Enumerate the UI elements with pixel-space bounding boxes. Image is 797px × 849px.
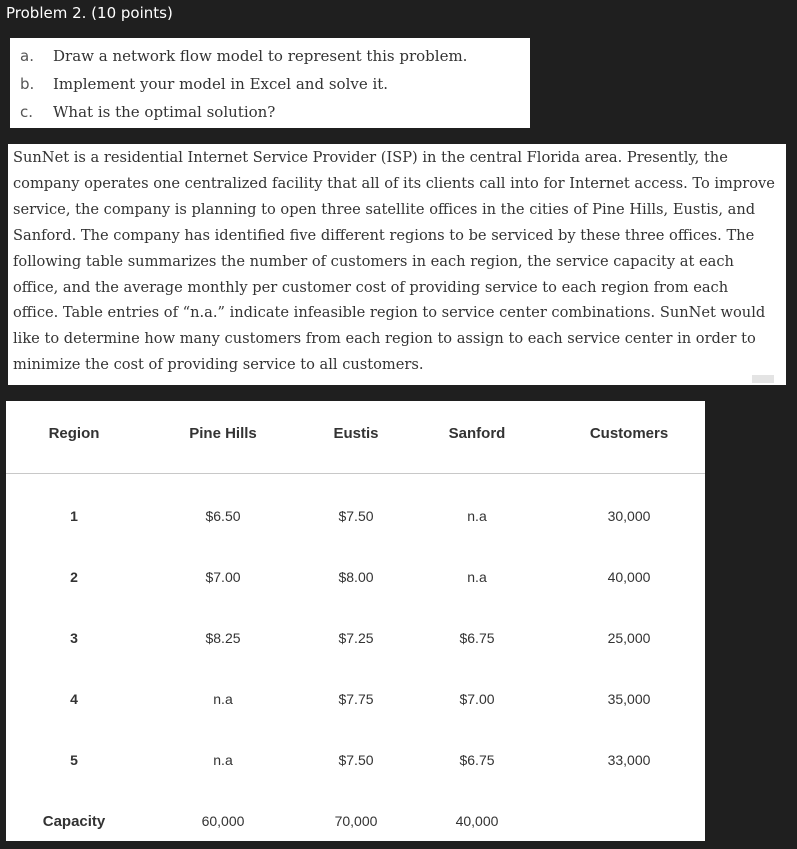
capacity-value: 70,000: [334, 813, 378, 829]
question-item: [20, 98, 530, 126]
header-region: Region: [48, 425, 100, 442]
capacity-value: 40,000: [455, 813, 499, 829]
table-cell: 3: [70, 630, 78, 646]
description-text: SunNet is a residential Internet Service Provider (ISP) in the central Florida area. Presently, the company operates one centralized facility that all of its clients call into for Internet access. To improve service, the company is planning to open three satellite offices in the cities of Pine Hills, Eustis, and Sanford. The company has identified five different regions to be serviced by these three offices. The following table summarizes the number of customers in each region, the service capacity at each office, and the average monthly per customer cost of providing service to each region from each office. Table entries of “n.a.” indicate infeasible region to service center combinations. SunNet would like to determine how many customers from each region to assign to each service center in order to minimize the cost of providing service to all customers.: [13, 149, 775, 374]
question-item: [20, 70, 530, 98]
table-header: [6, 401, 705, 474]
table-cell: 2: [70, 569, 78, 585]
question-text: What is the optimal solution?: [53, 103, 276, 121]
table-cell: n.a: [213, 752, 233, 768]
problem-description: [8, 144, 786, 385]
table-cell: $7.00: [205, 569, 241, 585]
header-sanford: Sanford: [448, 425, 506, 442]
header-eustis: Eustis: [333, 425, 379, 442]
table-cell: $7.25: [338, 630, 374, 646]
table-cell: $7.75: [338, 691, 374, 707]
table-cell: $7.00: [459, 691, 495, 707]
table-cell: $7.50: [338, 508, 374, 524]
table-cell: 40,000: [607, 569, 651, 585]
header-pine-hills: Pine Hills: [189, 425, 257, 442]
table-cell: 30,000: [607, 508, 651, 524]
table-cell: $8.25: [205, 630, 241, 646]
table-cell: $6.75: [459, 752, 495, 768]
table-cell: 1: [70, 508, 78, 524]
question-letter: a.: [20, 47, 34, 65]
table-cell: 5: [70, 752, 78, 768]
table-cell: 33,000: [607, 752, 651, 768]
scroll-handle[interactable]: [752, 375, 774, 383]
table-cell: $7.50: [338, 752, 374, 768]
table-cell: 4: [70, 691, 78, 707]
capacity-value: 60,000: [201, 813, 245, 829]
question-text: Implement your model in Excel and solve it.: [53, 75, 389, 93]
table-cell: n.a: [213, 691, 233, 707]
table-cell: 35,000: [607, 691, 651, 707]
question-letter: c.: [20, 103, 34, 121]
capacity-label: Capacity: [42, 813, 106, 830]
data-table: [6, 401, 705, 841]
question-letter: b.: [20, 75, 35, 93]
table-cell: $6.75: [459, 630, 495, 646]
table-cell: $8.00: [338, 569, 374, 585]
problem-title: Problem 2. (10 points): [6, 4, 173, 22]
question-item: [20, 42, 530, 70]
table-cell: n.a: [467, 508, 487, 524]
table-cell: 25,000: [607, 630, 651, 646]
question-text: Draw a network flow model to represent this problem.: [53, 47, 468, 65]
table-cell: n.a: [467, 569, 487, 585]
table-cell: $6.50: [205, 508, 241, 524]
header-customers: Customers: [589, 425, 669, 442]
question-list: [10, 38, 530, 128]
